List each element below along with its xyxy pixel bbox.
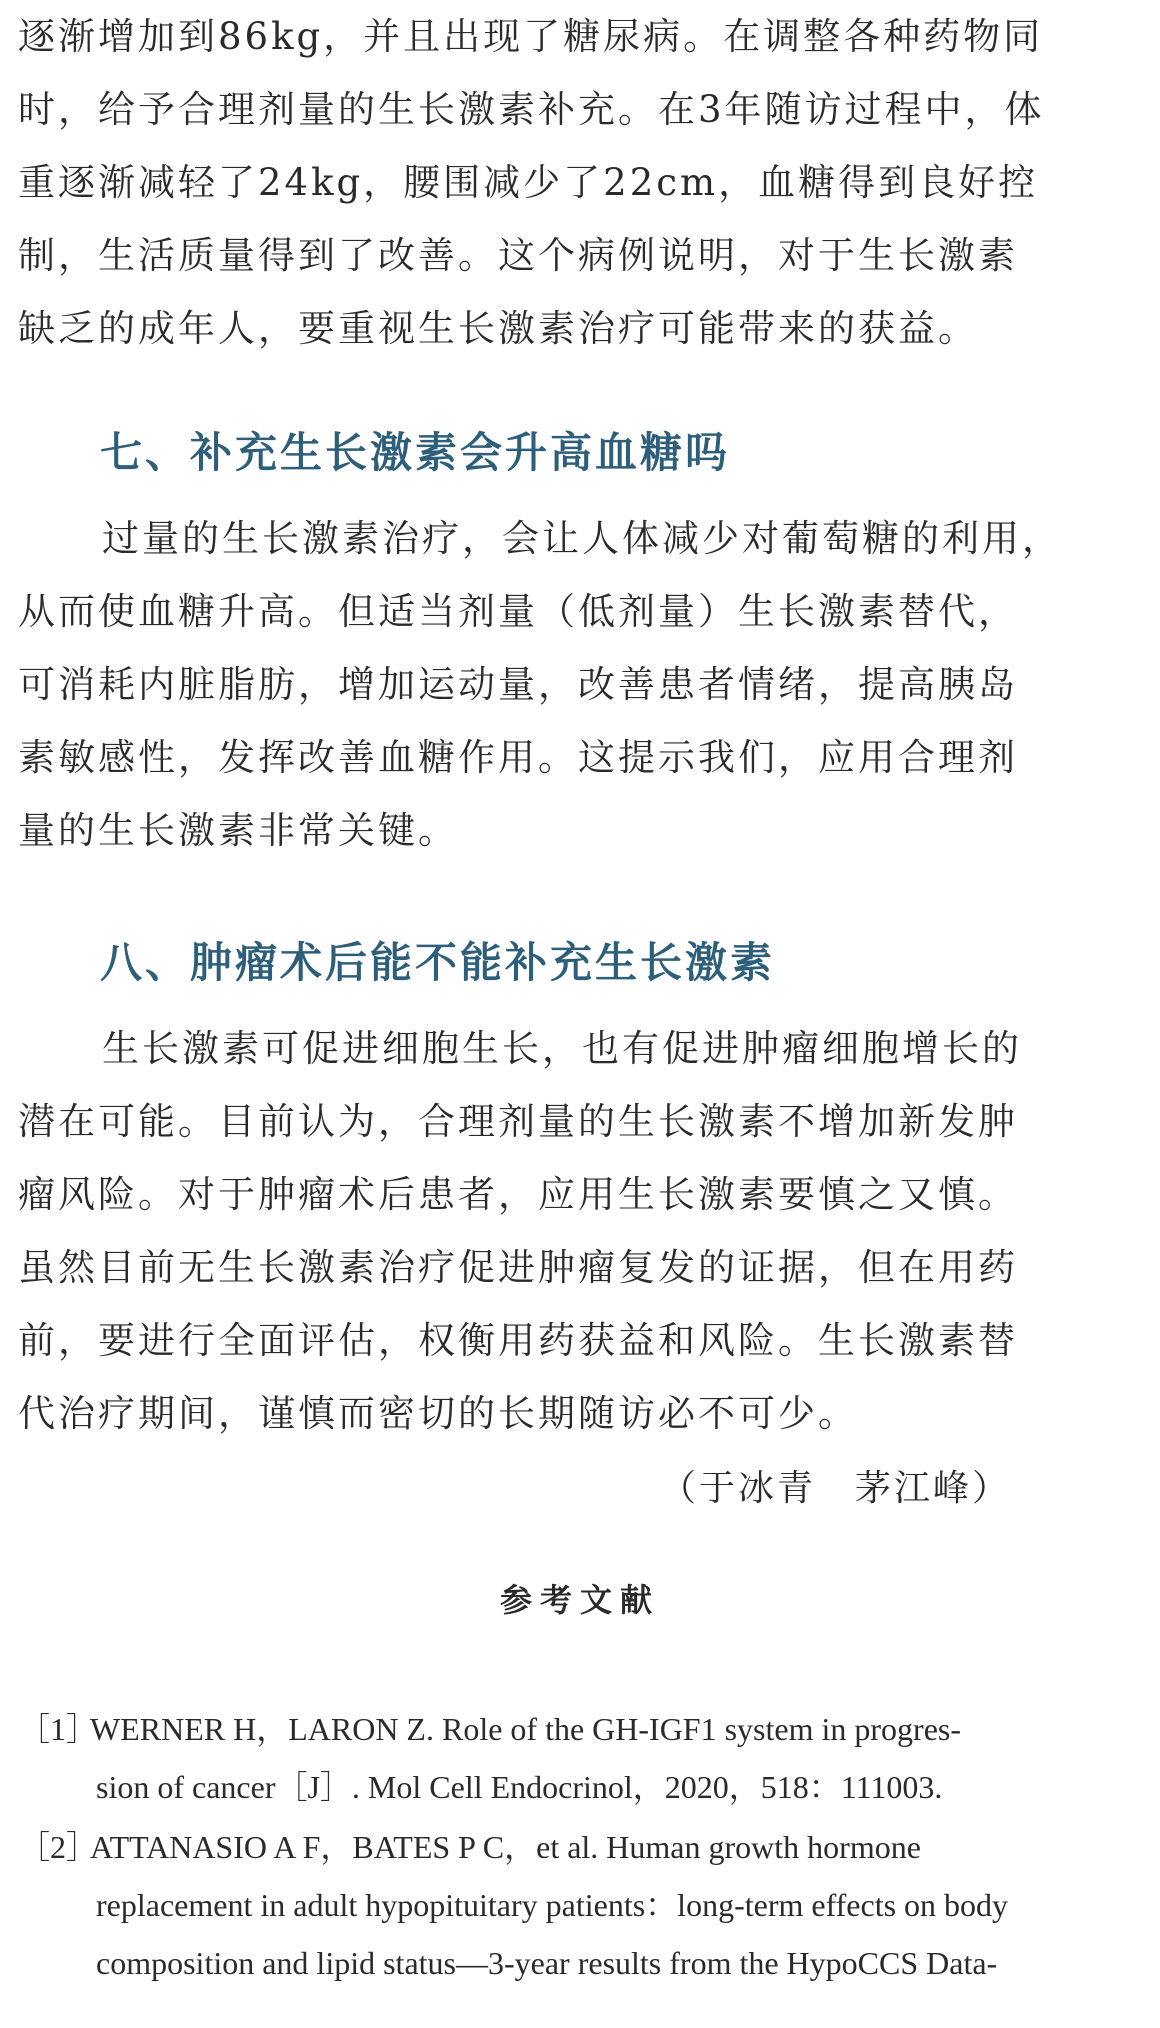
text-line: 过量的生长激素治疗，会让人体减少对葡萄糖的利用， xyxy=(102,517,1062,560)
text-line: 逐渐增加到86kg，并且出现了糖尿病。在调整各种药物同 xyxy=(18,15,1044,58)
reference-text: WERNER H，LARON Z. Role of the GH-IGF1 system in progres- xyxy=(90,1711,962,1747)
text-line: 可消耗内脏脂肪，增加运动量，改善患者情绪，提高胰岛 xyxy=(18,663,1018,706)
text-line: 量的生长激素非常关键。 xyxy=(18,809,458,852)
reference-number: ［1］ xyxy=(18,1711,99,1747)
text-line: 瘤风险。对于肿瘤术后患者，应用生长激素要慎之又慎。 xyxy=(18,1173,1018,1216)
reference-text: ATTANASIO A F，BATES P C，et al. Human growth hormone xyxy=(90,1829,921,1865)
section-8-heading: 八、肿瘤术后能不能补充生长激素 xyxy=(100,938,776,987)
intro-paragraph xyxy=(18,0,1118,365)
reference-item xyxy=(18,1818,1118,1992)
text-line: 从而使血糖升高。但适当剂量（低剂量）生长激素替代， xyxy=(18,590,1018,633)
references-title: 参考文献 xyxy=(499,1581,660,1619)
text-line: 重逐渐减轻了24kg，腰围减少了22cm，血糖得到良好控 xyxy=(18,161,1039,204)
text-line: 虽然目前无生长激素治疗促进肿瘤复发的证据，但在用药 xyxy=(18,1246,1018,1289)
text-line: 代治疗期间，谨慎而密切的长期随访必不可少。 xyxy=(18,1392,858,1435)
reference-number: ［2］ xyxy=(18,1829,99,1865)
text-line: 缺乏的成年人，要重视生长激素治疗可能带来的获益。 xyxy=(18,307,978,350)
section-8-paragraph xyxy=(18,1012,1118,1450)
reference-text: composition and lipid status—3-year results from the HypoCCS Data- xyxy=(96,1945,998,1981)
section-7-heading: 七、补充生长激素会升高血糖吗 xyxy=(100,428,731,477)
section-7-paragraph xyxy=(18,502,1118,867)
author-credit: （于冰青 茅江峰） xyxy=(660,1468,1012,1509)
text-line: 制，生活质量得到了改善。这个病例说明，对于生长激素 xyxy=(18,234,1018,277)
text-line: 潜在可能。目前认为，合理剂量的生长激素不增加新发肿 xyxy=(18,1100,1018,1143)
text-line: 时，给予合理剂量的生长激素补充。在3年随访过程中，体 xyxy=(18,88,1045,131)
reference-item xyxy=(18,1700,1118,1816)
text-line: 生长激素可促进细胞生长，也有促进肿瘤细胞增长的 xyxy=(102,1027,1022,1070)
reference-text: sion of cancer［J］. Mol Cell Endocrinol，2020，518：111003. xyxy=(96,1769,943,1805)
text-line: 素敏感性，发挥改善血糖作用。这提示我们，应用合理剂 xyxy=(18,736,1018,779)
reference-text: replacement in adult hypopituitary patients：long-term effects on body xyxy=(96,1887,1009,1923)
text-line: 前，要进行全面评估，权衡用药获益和风险。生长激素替 xyxy=(18,1319,1018,1362)
